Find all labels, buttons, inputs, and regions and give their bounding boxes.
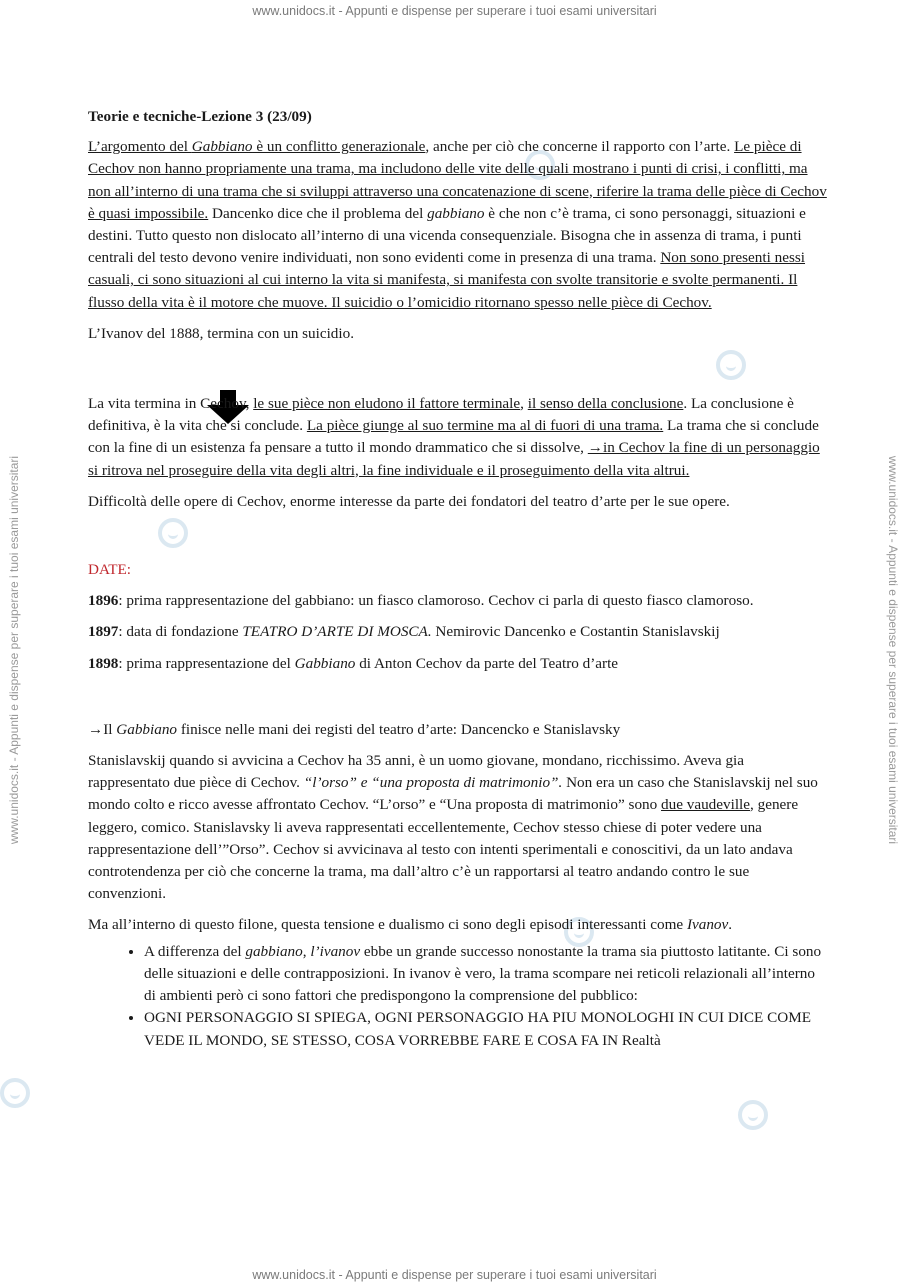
paragraph-difficolta: Difficoltà delle opere di Cechov, enorme interesse da parte dei fondatori del teatro d’arte per le sue opere. bbox=[88, 492, 730, 510]
list-item: • OGNI PERSONAGGIO SI SPIEGA, OGNI PERSONAGGIO HA PIU MONOLOGHI IN CUI DICE COME VEDE IL MONDO, SE STESSO, COSA VORREBBE FARE E COSA FA IN Realtà bbox=[144, 1007, 828, 1051]
list-item: • A differenza del gabbiano, l’ivanov ebbe un grande successo nonostante la trama sia piuttosto latitante. Ci sono delle situazioni e delle contrapposizioni. In ivanov è vero, la trama scompare nei reticoli relazionali all’interno di ambienti però ci sono fattori che predispongono la comprensione del pubblico: bbox=[144, 941, 828, 1008]
paragraph-gabbiano-intro: L’argomento del Gabbiano è un conflitto generazionale, anche per ciò che concerne il rapporto con l’arte. Le pièce di Cechov non hanno propriamente una trama, ma includono delle vite delle quali mostrano i punti di crisi, i conflitti, ma non all’interno di una trama che si sviluppi attraverso una concatenazione di scene, riferire la trama delle pièce di Cechov è quasi impossibile. Dancenko dice che il problema del gabbiano è che non c’è trama, ci sono personaggi, situazioni e destini. Tutto questo non dislocato all’interno di una vicenda consequenziale. Bisogna che in assenza di trama, i punti centrali del testo devono venire individuati, non sono evidenti come in presenza di una trama. Non sono presenti nessi casuali, ci sono situazioni al cui interno la vita si manifesta, si manifesta con svolte transitorie e svolte permanenti. Il flusso della vita è il motore che muove. Il suicidio o l’omicidio ritornano spesso nelle pièce di Cechov. bbox=[88, 138, 827, 311]
document-body bbox=[88, 106, 828, 1052]
bullet-list bbox=[88, 941, 828, 1052]
paragraph-gabbiano-registi: →Il Gabbiano finisce nelle mani dei registi del teatro d’arte: Dancencko e Stanislavsky bbox=[88, 720, 621, 738]
watermark-logo-icon bbox=[738, 1100, 768, 1130]
document-title: Teorie e tecniche-Lezione 3 (23/09) bbox=[88, 108, 312, 125]
date-1896: 1896: prima rappresentazione del gabbiano: un fiasco clamoroso. Cechov ci parla di questo fiasco clamoroso. bbox=[88, 592, 754, 610]
right-side-watermark: www.unidocs.it - Appunti e dispense per superare i tuoi esami universitari bbox=[886, 455, 900, 845]
date-heading: DATE: bbox=[88, 561, 132, 579]
date-1898: 1898: prima rappresentazione del Gabbiano di Anton Cechov da parte del Teatro d’arte bbox=[88, 654, 619, 672]
watermark-logo-icon bbox=[0, 1078, 30, 1108]
paragraph-filone-ivanov: Ma all’interno di questo filone, questa tensione e dualismo ci sono degli episodi interessanti come Ivanov. bbox=[88, 916, 733, 934]
left-side-watermark: www.unidocs.it - Appunti e dispense per superare i tuoi esami universitari bbox=[7, 455, 21, 845]
date-1897: 1897: data di fondazione TEATRO D’ARTE DI MOSCA. Nemirovic Dancenko e Costantin Stanislavskij bbox=[88, 623, 720, 641]
footer-watermark: www.unidocs.it - Appunti e dispense per superare i tuoi esami universitari bbox=[252, 1268, 657, 1282]
paragraph-stanislavskij: Stanislavskij quando si avvicina a Cechov ha 35 anni, è un uomo giovane, mondano, ricchissimo. Aveva gia rappresentato due pièce di Cechov. “l’orso” e “una proposta di matrimonio”. Non era un caso che Stanislavskij nel suo mondo colto e ricco avesse affrontato Cechov. “L’orso” e “Una proposta di matrimonio” sono due vaudeville, genere leggero, comico. Stanislavsky li aveva rappresentati eccellentemente, Cechov stesso chiese di poter vedere una rappresentazione dell’”Orso”. Cechov si avvicinava al testo con intenti sperimentali e conoscitivi, da un lato andava controtendenza per ciò che concerne la trama, ma dall’altro c’è un rapportarsi al teatro andando contro le sue convenzioni. bbox=[88, 752, 818, 903]
header-watermark: www.unidocs.it - Appunti e dispense per superare i tuoi esami universitari bbox=[252, 4, 657, 18]
paragraph-vita-termina: La vita termina in Cechov, le sue pièce non eludono il fattore terminale, il senso della conclusione. La conclusione è definitiva, è la vita che si conclude. La pièce giunge al suo termine ma al di fuori di una trama. La trama che si conclude con la fine di un esistenza fa pensare a tutto il mondo drammatico che si dissolve, →in Cechov la fine di un personaggio si ritrova nel proseguire della vita degli altri, la fine individuale e il proseguimento della vita altrui. bbox=[88, 395, 820, 479]
paragraph-ivanov-1888: L’Ivanov del 1888, termina con un suicidio. bbox=[88, 324, 355, 342]
